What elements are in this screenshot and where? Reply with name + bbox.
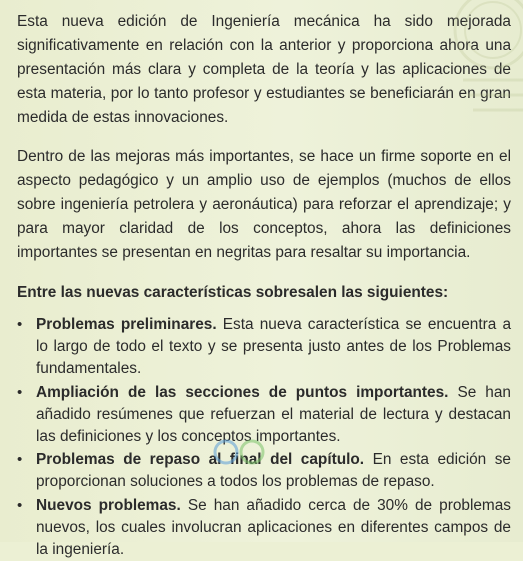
list-item (17, 449, 511, 493)
features-list (17, 314, 511, 561)
feature-term: Problemas preliminares. (36, 316, 217, 333)
feature-description: Se han añadido cerca de 30% de problemas nuevos, los cuales involucran aplicaciones en diferentes campos de la ingeniería. (36, 496, 511, 559)
feature-term: Problemas de repaso al final del capítulo. (36, 451, 365, 469)
feature-term: Ampliación de las secciones de puntos importantes. (36, 383, 449, 401)
improvements-paragraph: Dentro de las mejoras más importantes, se hace un firme soporte en el aspecto pedagógico y un amplio uso de ejemplos (muchos de ellos sobre ingeniería petrolera y aeronáutica) para reforzar el aprendizaje; y para mayor claridad de los conceptos, ahora las definiciones importantes se presentan en negritas para resaltar su importancia. (17, 148, 511, 261)
bullet-icon: • (17, 451, 23, 469)
bullet-icon: • (17, 383, 23, 401)
feature-description: En esta edición se proporcionan soluciones a todos los problemas de repaso. (36, 451, 511, 491)
feature-term: Nuevos problemas. (36, 496, 181, 514)
bullet-icon: • (17, 496, 23, 514)
list-item (17, 495, 511, 561)
feature-description: Se han añadido resúmenes que refuerzan el material de lectura y destacan las definiciones y los conceptos importantes. (36, 383, 511, 446)
intro-paragraph: Esta nueva edición de Ingeniería mecánica ha sido mejorada significativamente en relación con la anterior y proporciona ahora una presentación más clara y completa de la teoría y las aplicaciones de esta materia, por lo tanto profesor y estudiantes se beneficiarán en gran medida de estas innovaciones. (17, 13, 511, 126)
list-item (17, 382, 511, 449)
bullet-icon: • (17, 316, 23, 333)
list-item (17, 314, 511, 381)
features-heading: Entre las nuevas características sobresalen las siguientes: (17, 284, 449, 301)
feature-description: Esta nueva característica se encuentra a lo largo de todo el texto y se presenta justo antes de los Problemas fundamentales. (36, 316, 512, 378)
